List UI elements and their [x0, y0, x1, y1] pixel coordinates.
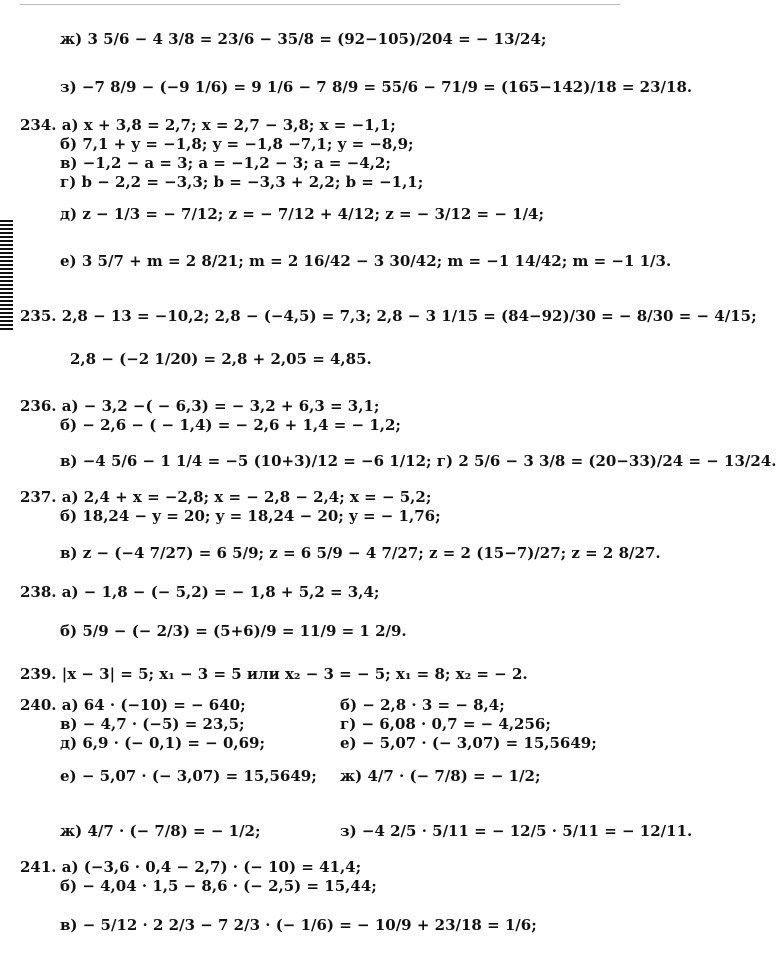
solution-text: а) 64 · (−10) = − 640; — [61, 696, 246, 714]
solution-line — [20, 858, 361, 876]
solution-text: ж) 3 5/6 − 4 3/8 = 23/6 − 35/8 = (92−105)/204 = − 13/24; — [60, 30, 547, 48]
solution-line — [60, 252, 671, 270]
problem-number: 235. — [20, 307, 62, 325]
solution-text: в) z − (−4 7/27) = 6 5/9; z = 6 5/9 − 4 7/27; z = 2 (15−7)/27; z = 2 8/27. — [60, 544, 661, 562]
solution-line — [60, 416, 401, 434]
solution-text: в) −1,2 − a = 3; a = −1,2 − 3; a = −4,2; — [60, 154, 391, 172]
solution-line — [20, 488, 431, 506]
solution-text: а) − 3,2 −( − 6,3) = − 3,2 + 6,3 = 3,1; — [61, 397, 380, 415]
solution-line — [60, 916, 537, 934]
solution-text: а) (−3,6 · 0,4 − 2,7) · (− 10) = 41,4; — [61, 858, 362, 876]
solution-text: б) 7,1 + y = −1,8; y = −1,8 −7,1; y = −8,9; — [60, 135, 414, 153]
solution-text: |x − 3| = 5; x₁ − 3 = 5 или x₂ − 3 = − 5; x₁ = 8; x₂ = − 2. — [61, 665, 528, 683]
solution-text: е) − 5,07 · (− 3,07) = 15,5649; — [340, 734, 597, 752]
solution-line — [340, 734, 597, 752]
solution-line — [340, 696, 505, 714]
solution-line — [60, 507, 441, 525]
solution-line — [340, 822, 692, 840]
solution-text: ж) 4/7 · (− 7/8) = − 1/2; — [340, 767, 541, 785]
solution-line — [20, 665, 528, 683]
solution-text: б) − 2,6 − ( − 1,4) = − 2,6 + 1,4 = − 1,2; — [60, 416, 401, 434]
solution-text: д) z − 1/3 = − 7/12; z = − 7/12 + 4/12; z = − 3/12 = − 1/4; — [60, 205, 545, 223]
top-rule — [20, 4, 620, 5]
solution-text: з) −4 2/5 · 5/11 = − 12/5 · 5/11 = − 12/11. — [340, 822, 693, 840]
solution-line — [60, 78, 692, 96]
problem-number: 239. — [20, 665, 62, 683]
problem-number: 234. — [20, 116, 62, 134]
solution-text: в) −4 5/6 − 1 1/4 = −5 (10+3)/12 = −6 1/12; г) 2 5/6 − 3 3/8 = (20−33)/24 = − 13/24. — [60, 452, 776, 470]
solution-line — [20, 307, 757, 325]
solution-text: 2,8 − (−2 1/20) = 2,8 + 2,05 = 4,85. — [70, 350, 372, 368]
barcode-strip — [0, 220, 13, 330]
solution-text: б) − 4,04 · 1,5 − 8,6 · (− 2,5) = 15,44; — [60, 877, 377, 895]
solution-line — [60, 452, 776, 470]
solution-text: б) 5/9 − (− 2/3) = (5+6)/9 = 11/9 = 1 2/9. — [60, 622, 407, 640]
solution-text: а) x + 3,8 = 2,7; x = 2,7 − 3,8; x = −1,1; — [61, 116, 396, 134]
solution-line — [20, 397, 379, 415]
solution-text: з) −7 8/9 − (−9 1/6) = 9 1/6 − 7 8/9 = 55/6 − 71/9 = (165−142)/18 = 23/18. — [60, 78, 693, 96]
solution-text: д) 6,9 · (− 0,1) = − 0,69; — [60, 734, 266, 752]
solution-line — [20, 116, 396, 134]
solution-line — [60, 544, 661, 562]
solution-text: в) − 5/12 · 2 2/3 − 7 2/3 · (− 1/6) = − 10/9 + 23/18 = 1/6; — [60, 916, 537, 934]
problem-number: 238. — [20, 583, 62, 601]
solution-line — [70, 350, 372, 368]
solution-text: е) 3 5/7 + m = 2 8/21; m = 2 16/42 − 3 30/42; m = −1 14/42; m = −1 1/3. — [60, 252, 672, 270]
solution-text: г) b − 2,2 = −3,3; b = −3,3 + 2,2; b = −1,1; — [60, 173, 424, 191]
solution-line — [60, 877, 377, 895]
solution-text: ж) 4/7 · (− 7/8) = − 1/2; — [60, 822, 261, 840]
solution-line — [60, 822, 261, 840]
solution-line — [60, 205, 544, 223]
problem-number: 241. — [20, 858, 62, 876]
solution-text: г) − 6,08 · 0,7 = − 4,256; — [340, 715, 551, 733]
solution-text: б) − 2,8 · 3 = − 8,4; — [340, 696, 505, 714]
solution-text: в) − 4,7 · (−5) = 23,5; — [60, 715, 245, 733]
problem-number: 237. — [20, 488, 62, 506]
solution-line — [60, 173, 423, 191]
solution-line — [340, 767, 541, 785]
solution-line — [60, 135, 414, 153]
solution-text: а) − 1,8 − (− 5,2) = − 1,8 + 5,2 = 3,4; — [61, 583, 380, 601]
solution-line — [60, 734, 265, 752]
solution-text: е) − 5,07 · (− 3,07) = 15,5649; — [60, 767, 317, 785]
solution-line — [60, 767, 317, 785]
problem-number: 236. — [20, 397, 62, 415]
solution-line — [60, 154, 391, 172]
solution-line — [20, 696, 246, 714]
solution-line — [60, 30, 546, 48]
solution-text: б) 18,24 − y = 20; y = 18,24 − 20; y = − 1,76; — [60, 507, 441, 525]
problem-number: 240. — [20, 696, 62, 714]
solution-line — [60, 715, 245, 733]
solution-line — [60, 622, 407, 640]
solution-line — [340, 715, 551, 733]
solution-text: 2,8 − 13 = −10,2; 2,8 − (−4,5) = 7,3; 2,8 − 3 1/15 = (84−92)/30 = − 8/30 = − 4/15; — [61, 307, 757, 325]
solution-line — [20, 583, 379, 601]
solution-text: а) 2,4 + x = −2,8; x = − 2,8 − 2,4; x = − 5,2; — [61, 488, 432, 506]
